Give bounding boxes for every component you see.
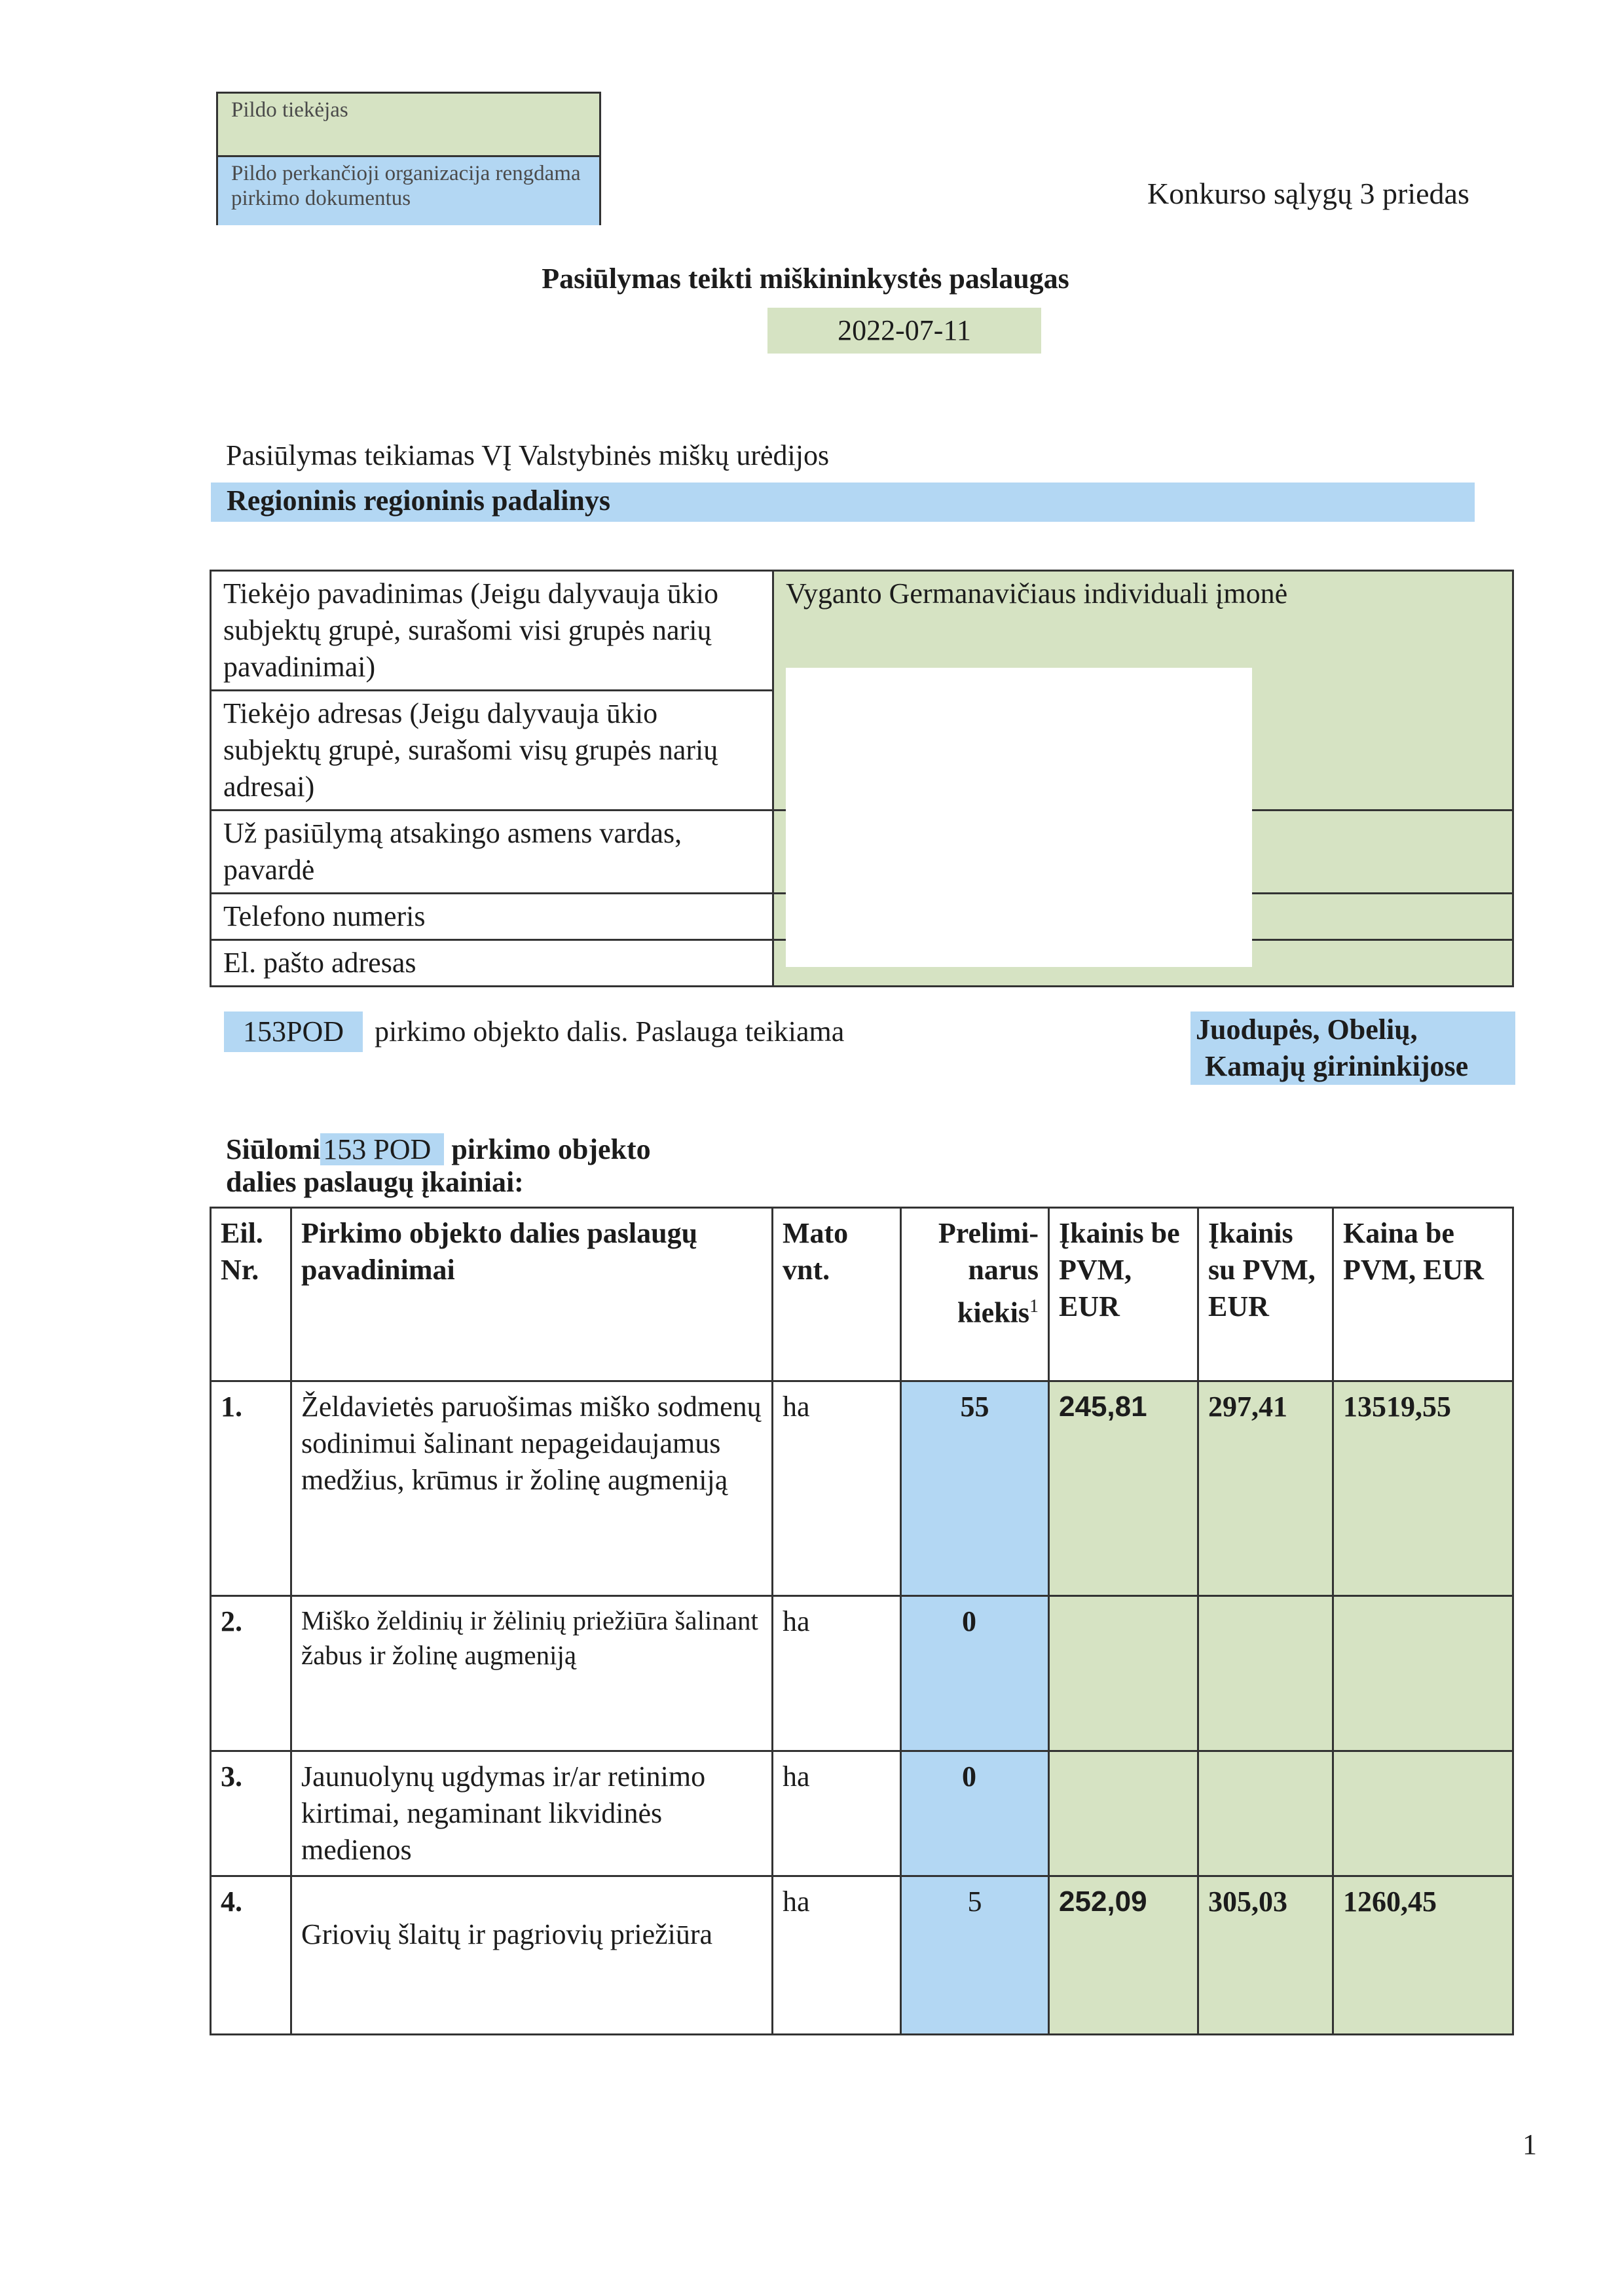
row-qty: 0 (901, 1596, 1049, 1751)
header-qty-footnote: 1 (1029, 1296, 1039, 1317)
legend-supplier-fills: Pildo tiekėjas (218, 94, 599, 157)
row-rate-vat[interactable] (1198, 1596, 1333, 1751)
row-qty: 5 (901, 1876, 1049, 2035)
regional-unit: Regioninis regioninis padalinys (211, 483, 1475, 522)
row-no: 2. (211, 1596, 291, 1751)
row-no: 3. (211, 1751, 291, 1876)
row-unit: ha (773, 1751, 901, 1876)
supplier-address-label: Tiekėjo adresas (Jeigu dalyvauja ūkio subjektų grupė, surašomi visų grupės narių adresai) (211, 691, 773, 811)
responsible-person-label: Už pasiūlymą atsakingo asmens vardas, pavardė (211, 811, 773, 894)
legend-buyer-fills: Pildo perkančioji organizacija rengdama pirkimo dokumentus (218, 157, 599, 225)
page-title: Pasiūlymas teikti miškininkystės paslaugas (542, 263, 1069, 295)
row-name: Miško želdinių ir žėlinių priežiūra šalinant žabus ir žolinę augmeniją (291, 1596, 773, 1751)
header-qty (901, 1208, 1049, 1381)
table-row (211, 1876, 1513, 2035)
table-row (211, 1751, 1513, 1876)
redaction-block (786, 668, 1252, 967)
supplier-name-value: Vyganto Germanavičiaus individuali įmonė (773, 571, 1513, 691)
row-rate-no-vat[interactable]: 252,09 (1049, 1876, 1198, 2035)
prices-heading-prefix: Siūlomi (226, 1133, 321, 1165)
object-code: 153POD (224, 1011, 363, 1052)
row-name: Želdavietės paruošimas miško sodmenų sodinimui šalinant nepageidaujamus medžius, krūmus ir žolinę augmeniją (291, 1381, 773, 1596)
header-qty-label: Prelimi-narus kiekis (938, 1217, 1039, 1329)
phone-label: Telefono numeris (211, 894, 773, 940)
table-row (211, 1381, 1513, 1596)
row-price-no-vat[interactable] (1333, 1751, 1513, 1876)
object-location-line2: Kamajų girininkijose (1205, 1050, 1469, 1082)
supplier-name-label: Tiekėjo pavadinimas (Jeigu dalyvauja ūkio subjektų grupė, surašomi visi grupės narių pavadinimai) (211, 571, 773, 691)
header-price-no-vat: Kaina be PVM, EUR (1333, 1208, 1513, 1381)
row-unit: ha (773, 1876, 901, 2035)
header-unit: Mato vnt. (773, 1208, 901, 1381)
row-rate-vat[interactable]: 305,03 (1198, 1876, 1333, 2035)
row-rate-vat[interactable] (1198, 1751, 1333, 1876)
email-label: El. pašto adresas (211, 940, 773, 987)
prices-heading-suffix: pirkimo objekto (451, 1133, 651, 1165)
row-no: 1. (211, 1381, 291, 1596)
row-unit: ha (773, 1381, 901, 1596)
row-rate-no-vat[interactable] (1049, 1751, 1198, 1876)
row-qty: 0 (901, 1751, 1049, 1876)
offer-date: 2022-07-11 (767, 308, 1041, 354)
page-number: 1 (1522, 2128, 1537, 2160)
annex-label: Konkurso sąlygų 3 priedas (1147, 177, 1469, 210)
row-price-no-vat[interactable] (1333, 1596, 1513, 1751)
header-no: Eil. Nr. (211, 1208, 291, 1381)
fill-legend (216, 92, 601, 225)
object-text: pirkimo objekto dalis. Paslauga teikiama (375, 1015, 845, 1048)
prices-heading-line2: dalies paslaugų įkainiai: (226, 1166, 524, 1198)
row-rate-no-vat[interactable] (1049, 1596, 1198, 1751)
row-unit: ha (773, 1596, 901, 1751)
header-name: Pirkimo objekto dalies paslaugų pavadinimai (291, 1208, 773, 1381)
row-price-no-vat[interactable]: 1260,45 (1333, 1876, 1513, 2035)
row-no: 4. (211, 1876, 291, 2035)
services-table (210, 1207, 1514, 2024)
row-name: Jaunuolynų ugdymas ir/ar retinimo kirtimai, negaminant likvidinės medienos (291, 1751, 773, 1876)
supplier-info-table (210, 570, 1514, 979)
prices-heading-code: 153 POD (320, 1133, 444, 1165)
header-rate-vat: Įkainis su PVM, EUR (1198, 1208, 1333, 1381)
prices-heading (226, 1131, 651, 1201)
header-rate-no-vat: Įkainis be PVM, EUR (1049, 1208, 1198, 1381)
row-rate-vat[interactable]: 297,41 (1198, 1381, 1333, 1596)
row-name-text: Griovių šlaitų ir pagriovių priežiūra (301, 1918, 713, 1950)
row-name (291, 1876, 773, 2035)
row-qty: 55 (901, 1381, 1049, 1596)
table-row (211, 1596, 1513, 1751)
row-rate-no-vat[interactable]: 245,81 (1049, 1381, 1198, 1596)
object-location (1190, 1011, 1515, 1085)
submitted-to: Pasiūlymas teikiamas VĮ Valstybinės miškų urėdijos (226, 439, 830, 471)
object-location-line1: Juodupės, Obelių, (1196, 1013, 1418, 1046)
row-price-no-vat[interactable]: 13519,55 (1333, 1381, 1513, 1596)
